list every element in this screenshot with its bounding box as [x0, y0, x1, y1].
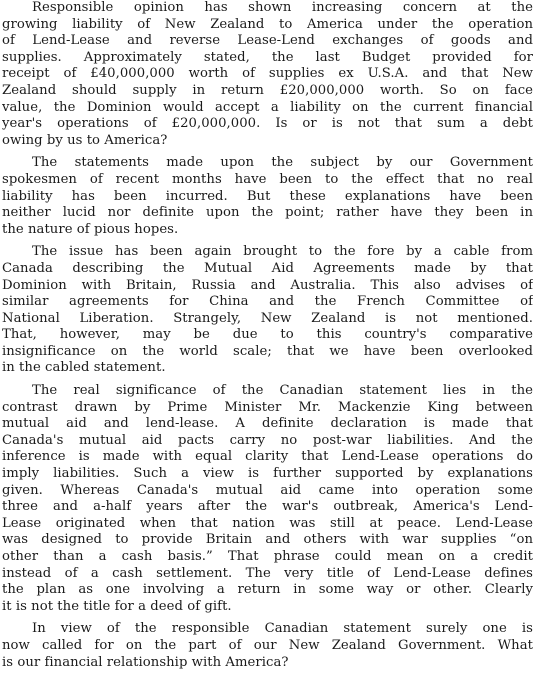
text-line: given. Whereas Canada's mutual aid came into operation some [2, 482, 533, 498]
article-paragraph [2, 383, 533, 615]
text-line: The statements made upon the subject by our Government [32, 155, 533, 171]
text-line: spokesmen of recent months have been to the effect that no real [2, 171, 533, 187]
text-line: contrast drawn by Prime Minister Mr. Mackenzie King between [2, 399, 533, 415]
text-line: Canada's mutual aid pacts carry no post-war liabilities. And the [2, 432, 533, 448]
text-line: year's operations of £20,000,000. Is or is not that sum a debt [2, 116, 533, 132]
article-paragraph [2, 621, 533, 671]
text-line: value, the Dominion would accept a liability on the current financial [2, 99, 533, 115]
text-line: supplies. Approximately stated, the last Budget provided for [2, 49, 533, 65]
text-line: neither lucid nor definite upon the point; rather have they been in [2, 205, 533, 221]
text-line: is our financial relationship with America? [2, 654, 289, 670]
text-line: Lease originated when that nation was still at peace. Lend-Lease [2, 515, 533, 531]
text-line: mutual aid and lend-lease. A definite declaration is made that [2, 416, 533, 432]
text-line: Responsible opinion has shown increasing concern at the [32, 0, 533, 15]
text-line: insignificance on the world scale; that we have been overlooked [2, 343, 533, 359]
text-line: three and a-half years after the war's outbreak, America's Lend- [2, 499, 533, 515]
text-line: National Liberation. Strangely, New Zealand is not mentioned. [2, 310, 533, 326]
article-paragraph [2, 244, 533, 377]
text-line: receipt of £40,000,000 worth of supplies ex U.S.A. and that New [2, 66, 533, 82]
text-line: instead of a cash settlement. The very title of Lend-Lease defines [2, 565, 533, 581]
text-line: similar agreements for China and the French Committee of [2, 294, 533, 310]
text-line: inference is made with equal clarity that Lend-Lease operations do [2, 449, 533, 465]
text-line: Dominion with Britain, Russia and Australia. This also advises of [2, 277, 533, 293]
text-line: in the cabled statement. [2, 360, 166, 376]
article-paragraph [2, 0, 533, 149]
text-line: Canada describing the Mutual Aid Agreements made by that [2, 260, 533, 276]
text-line: now called for on the part of our New Zealand Government. What [2, 637, 533, 653]
text-line: Zealand should supply in return £20,000,000 worth. So on face [2, 82, 533, 98]
text-line: That, however, may be due to this country's comparative [2, 327, 533, 343]
text-line: imply liabilities. Such a view is further supported by explanations [2, 466, 533, 482]
text-line: it is not the title for a deed of gift. [2, 598, 232, 614]
text-line: of Lend-Lease and reverse Lease-Lend exchanges of goods and [2, 33, 533, 49]
text-line: The real significance of the Canadian statement lies in the [32, 383, 533, 399]
text-line: growing liability of New Zealand to America under the operation [2, 16, 533, 32]
text-line: was designed to provide Britain and others with war supplies “on [2, 532, 533, 548]
text-line: the nature of pious hopes. [2, 221, 179, 237]
text-line: owing by us to America? [2, 132, 168, 148]
text-line: liability has been incurred. But these explanations have been [2, 188, 533, 204]
text-line: other than a cash basis.” That phrase could mean on a credit [2, 549, 533, 564]
text-line: The issue has been again brought to the fore by a cable from [32, 244, 533, 260]
text-line: the plan as one involving a return in some way or other. Clearly [2, 582, 533, 598]
article-paragraph [2, 155, 533, 238]
text-line: In view of the responsible Canadian statement surely one is [32, 621, 533, 637]
